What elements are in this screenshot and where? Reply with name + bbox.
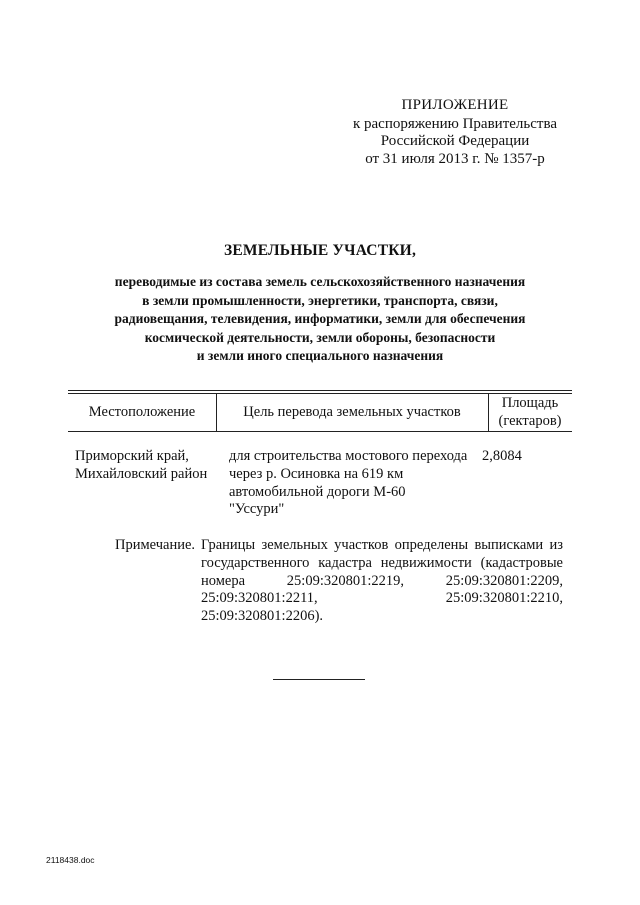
title-block <box>60 242 580 366</box>
appendix-block <box>330 97 580 168</box>
appendix-line-1: к распоряжению Правительства <box>352 115 557 132</box>
column-header-location: Местоположение <box>88 404 196 420</box>
column-header-purpose: Цель перевода земельных участков <box>243 404 461 420</box>
purpose-line: "Уссури" <box>229 501 285 518</box>
subtitle-line: переводимые из состава земель сельскохозяйственного назначения <box>114 274 526 289</box>
separator-line <box>273 679 365 680</box>
area-header-line: Площадь <box>501 395 559 411</box>
row-area: 2,8084 <box>482 448 522 464</box>
subtitle-line: радиовещания, телевидения, информатики, земли для обеспечения <box>114 311 526 327</box>
subtitle-line: в земли промышленности, энергетики, транспорта, связи, <box>142 292 498 308</box>
appendix-line-2: Российской Федерации <box>380 133 530 149</box>
subtitle-line: космической деятельности, земли обороны, безопасности <box>144 329 496 345</box>
column-header-area <box>488 394 572 430</box>
table-header-bottom-rule <box>68 431 572 432</box>
location-line: Михайловский район <box>75 465 208 482</box>
purpose-line: для строительства мостового перехода <box>229 448 468 464</box>
document-title: ЗЕМЕЛЬНЫЕ УЧАСТКИ, <box>223 242 417 259</box>
area-header-line: (гектаров) <box>498 413 562 429</box>
purpose-line: автомобильной дороги М-60 <box>229 483 406 500</box>
row-purpose <box>229 448 489 519</box>
purpose-line: через р. Осиновка на 619 км <box>229 465 404 482</box>
row-location <box>75 448 235 484</box>
appendix-line-3: от 31 июля 2013 г. № 1357-р <box>365 150 545 167</box>
document-subtitle <box>60 273 580 366</box>
file-name-footer: 2118438.doc <box>46 855 95 865</box>
appendix-header: ПРИЛОЖЕНИЕ <box>401 97 509 113</box>
table-top-rule <box>68 390 572 391</box>
note-label: Примечание. <box>115 537 196 553</box>
location-line: Приморский край, <box>75 448 189 464</box>
subtitle-line: и земли иного специального назначения <box>196 348 444 364</box>
note-text: Границы земельных участков определены выписками из государственного кадастра недвижимости (кадастровые номера 25:09:320801:2219, 25:09:320801:2209, 25:09:320801:2211, 25:09:320801:2210, 25:09:320801:2206). <box>201 537 563 625</box>
